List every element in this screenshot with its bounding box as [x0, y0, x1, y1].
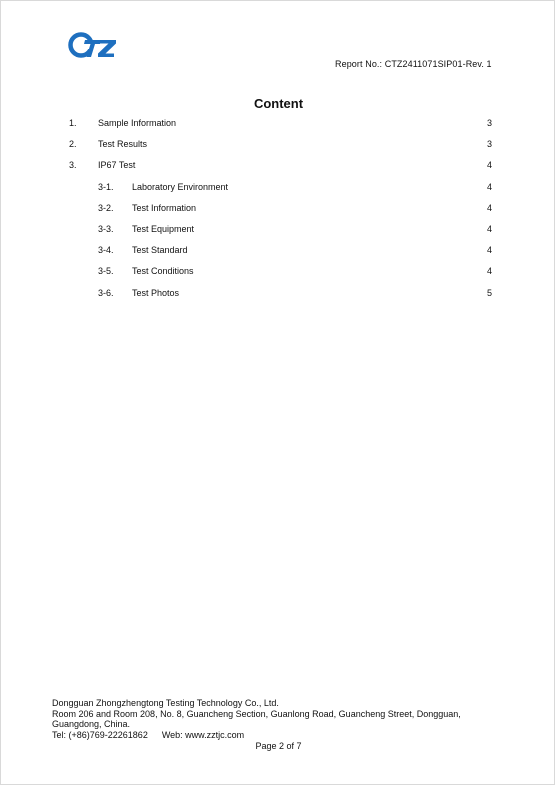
footer: [52, 698, 522, 740]
toc-item-label: Test Photos: [132, 288, 180, 298]
toc-item-number: 3.: [69, 160, 77, 170]
toc-item[interactable]: [1, 139, 555, 153]
toc-item-page: 3: [487, 118, 493, 128]
footer-tel: Tel: (+86)769-22261862: [52, 729, 148, 740]
toc-item-label: Test Information: [132, 203, 197, 213]
toc-item-label: Test Standard: [132, 245, 188, 255]
toc-subitem[interactable]: [1, 266, 555, 280]
toc-item-page: 3: [487, 139, 493, 149]
toc-item-page: 5: [487, 288, 493, 298]
toc-item-label: Test Conditions: [132, 266, 194, 276]
toc-item-page: 4: [487, 266, 493, 276]
footer-address-line-2: Guangdong, China.: [52, 719, 131, 729]
toc-subitem[interactable]: [1, 288, 555, 302]
toc-item-label: Laboratory Environment: [132, 182, 229, 192]
toc-item-page: 4: [487, 203, 493, 213]
toc-item-number: 3-4.: [98, 245, 114, 255]
toc-item-page: 4: [487, 182, 493, 192]
toc-subitem[interactable]: [1, 182, 555, 196]
toc-subitem[interactable]: [1, 245, 555, 259]
toc-item-label: IP67 Test: [98, 160, 136, 170]
report-number: Report No.: CTZ2411071SIP01-Rev. 1: [335, 59, 492, 69]
toc-subitem[interactable]: [1, 224, 555, 238]
toc-item-number: 3-3.: [98, 224, 114, 234]
toc-item[interactable]: [1, 118, 555, 132]
toc-item-label: Test Equipment: [132, 224, 195, 234]
toc-item-number: 3-6.: [98, 288, 114, 298]
toc-item-page: 4: [487, 245, 493, 255]
page-indicator: Page 2 of 7: [255, 741, 302, 751]
toc-item-page: 4: [487, 224, 493, 234]
footer-company: Dongguan Zhongzhengtong Testing Technology Co., Ltd.: [52, 698, 279, 708]
toc-item[interactable]: [1, 160, 555, 174]
toc-item-number: 3-1.: [98, 182, 114, 192]
toc-subitem[interactable]: [1, 203, 555, 217]
toc-item-page: 4: [487, 160, 493, 170]
toc-item-label: Sample Information: [98, 118, 177, 128]
toc-item-label: Test Results: [98, 139, 148, 149]
footer-address-line-1: Room 206 and Room 208, No. 8, Guancheng Section, Guanlong Road, Guancheng Street, Dongguan,: [52, 708, 461, 719]
toc-title: Content: [253, 96, 304, 111]
footer-web: Web: www.zztjc.com: [161, 729, 245, 740]
toc-item-number: 3-5.: [98, 266, 114, 276]
toc-item-number: 3-2.: [98, 203, 114, 213]
toc-item-number: 1.: [69, 118, 77, 128]
toc-item-number: 2.: [69, 139, 77, 149]
ctz-logo: [67, 27, 121, 67]
